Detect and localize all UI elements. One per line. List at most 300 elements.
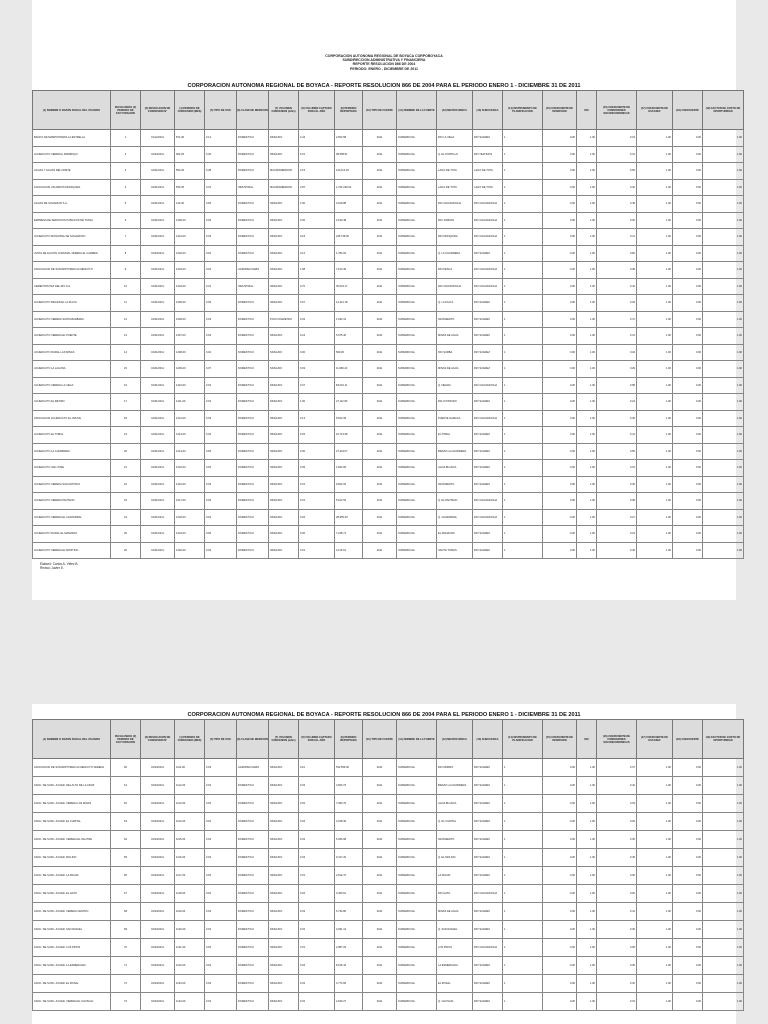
table-cell-tipo: DOMESTICO [237,146,269,163]
table-cell-vol: 0.02 [205,885,237,903]
table-cell-mo: 0.30 [597,867,637,885]
table-row [33,476,744,493]
table-cell-fco: 1.00 [703,394,744,411]
table-cell-cap: 6.31 [299,146,335,163]
table-cell-sub: 1 [503,493,543,510]
table-cell-nom: Q. EL MOLINO [437,849,473,867]
column-header: (11) NOMBRE DE LA FUENTE [397,91,437,130]
table-cell-anio: 27,444.07 [335,443,363,460]
table-cell-fuente: SUPERFICIAL [397,229,437,246]
table-cell-sub: 1 [503,410,543,427]
table-cell-anio: 27,112.83 [335,394,363,411]
table-cell-name: ASOC. DE SUSC. ACUED. EL CURITAL [33,813,111,831]
table-cell-fuente: SUPERFICIAL [397,526,437,543]
table-cell-fuente: SUPERFICIAL [397,993,437,1011]
table-cell-ccs: 1.00 [637,509,673,526]
table-cell-mo: 0.33 [597,795,637,813]
table-cell-name: ACUEDUCTO RURAL LAS MINAS [33,344,111,361]
table-row [33,903,744,921]
table-cell-res: 1122-00 [175,957,205,975]
table-cell-micro: LAGO DE TOTA [473,163,503,180]
table-cell-anio: 5,813.39 [335,410,363,427]
table-cell-coef: 1.00 [577,542,597,559]
table-cell-nom: Q. LA PLAYA [437,295,473,312]
table-cell-fecha: 01/01/2011 [141,493,175,510]
table-cell-nom: NACIMIENTO [437,311,473,328]
table-cell-tipo: DOMESTICO [237,196,269,213]
table-cell-name: ACUEDUCTO VEREDA PANTANO [33,493,111,510]
table-cell-name: ACUEDUCTO VEREDA EL MORTINO [33,542,111,559]
table-cell-mo: 0.29 [597,361,637,378]
report-header [32,54,736,71]
table-cell-name: ACUEDUCTO VEREDAL RAMIRIQUI [33,146,111,163]
table-cell-name: ASOC. DE SUSC. ACUED. VEREDA LAS MINAS [33,795,111,813]
table-cell-name: ACUEDUCTO LA LAGUNA [33,361,111,378]
table-cell-anio: 11,983.23 [335,361,363,378]
table-cell-sub: 1 [503,759,543,777]
table-cell-nom: RIO JORDAN [437,212,473,229]
table-cell-tipo: AGROPECUARIO [237,262,269,279]
table-cell-nom: Q. NEGRA [437,377,473,394]
table-cell-esc: 0.00 [673,427,703,444]
table-cell-per: 2011 [363,813,397,831]
table-row [33,849,744,867]
table-cell-n: 4 [111,179,141,196]
column-header: MO [577,91,597,130]
table-cell-coef: 1.00 [577,179,597,196]
table-cell-clase: NINGUNO [269,427,299,444]
column-header: (16) COEFICIENTE DE CONDICIONES SOCIOECONOMICAS [597,720,637,759]
table-cell-fco: 1.00 [703,939,744,957]
table-cell-res: 1218-00 [175,509,205,526]
table-cell-esc: 0.00 [673,813,703,831]
column-header: (10) TIPO DE FUENTE [363,720,397,759]
table-cell-mo: 0.38 [597,262,637,279]
table-cell-per: 2011 [363,957,397,975]
table-cell-res: 1213-00 [175,427,205,444]
table-cell-nom: BRAZO LA CHORRERA [437,777,473,795]
table-cell-micro: RIO SUAREZ [473,777,503,795]
table-cell-sub: 1 [503,130,543,147]
table-cell-coef: 1.00 [577,526,597,543]
table-cell-clase: NINGUNO [269,196,299,213]
table-cell-nom: Q. EL PANTANO [437,493,473,510]
table-cell-fco: 1.00 [703,196,744,213]
table-cell-fecha: 01/01/2011 [141,344,175,361]
table-row [33,229,744,246]
table-cell-sub: 1 [503,196,543,213]
table-cell-coef: 1.00 [577,295,597,312]
footer-line: Revisó: Javier E. [40,566,64,570]
footer-line: Elaboró: Carlos A. Vélez B. [40,562,79,566]
table-cell-anio: 2,193.48 [335,212,363,229]
table-row [33,509,744,526]
table-cell-coef: 1.00 [577,509,597,526]
column-header: (9) PERIODO REPORTADO [335,720,363,759]
table-cell-cap: 0.03 [299,903,335,921]
table-cell-res: 1211-00 [175,394,205,411]
table-row [33,831,744,849]
table-row [33,493,744,510]
table-cell-fco: 1.00 [703,163,744,180]
table-cell-anio: 38,558.51 [335,146,363,163]
table-cell-ins: 0.00 [543,493,577,510]
table-cell-mo: 0.58 [597,377,637,394]
table-cell-cap: 0.02 [299,831,335,849]
table-row [33,179,744,196]
table-cell-vol: 0.02 [205,975,237,993]
table-cell-anio: 533,559.00 [335,759,363,777]
table-cell-n: 17 [111,394,141,411]
table-cell-micro: RIO SUAREZ [473,831,503,849]
table-cell-mo: 0.23 [597,526,637,543]
table-row [33,939,744,957]
table-cell-tipo: DOMESTICO [237,831,269,849]
table-cell-fco: 1.00 [703,130,744,147]
table-cell-vol: 0.02 [205,795,237,813]
column-header: (6) CLASE DE MEDICION [237,91,269,130]
table-cell-fuente: SUPERFICIAL [397,903,437,921]
table-cell-name: AGUAS DE SUGAMUXI S.A. [33,196,111,213]
table-cell-clase: NINGUNO [269,361,299,378]
table-cell-esc: 0.00 [673,759,703,777]
table-cell-per: 2011 [363,328,397,345]
table-cell-name: ASOC. DE SUSC. ACUED. LA ESMERALDA [33,957,111,975]
table-cell-fco: 1.00 [703,759,744,777]
table-cell-tipo: DOMESTICO [237,311,269,328]
table-cell-fco: 1.00 [703,179,744,196]
table-cell-fco: 1.00 [703,903,744,921]
table-cell-micro: RIO SUAREZ [473,427,503,444]
table-cell-name: ACUEDUCTO VEREDA EL PUENTE [33,328,111,345]
table-cell-anio: 3,774.65 [335,975,363,993]
table-cell-sub: 1 [503,777,543,795]
table-cell-n: 71 [111,957,141,975]
table-cell-cap: 0.02 [299,921,335,939]
table-cell-per: 2011 [363,179,397,196]
table-cell-esc: 0.00 [673,957,703,975]
table-cell-anio: 6,734.80 [335,903,363,921]
table-cell-ccs: 1.00 [637,867,673,885]
table-cell-cap: 0.02 [299,993,335,1011]
table-cell-vol: 0.02 [205,212,237,229]
table-cell-ccs: 1.00 [637,394,673,411]
table-cell-nom: MINAS DE AGUA [437,328,473,345]
table-cell-cap: 0.05 [299,460,335,477]
table-cell-mo: 0.44 [597,278,637,295]
table-cell-per: 2011 [363,849,397,867]
table-row [33,975,744,993]
table-cell-micro: RIO SUAREZ [473,245,503,262]
table-cell-ccs: 1.00 [637,278,673,295]
table-cell-name: ACUEDUCTO VEREDA SAN ANTONIO [33,476,111,493]
table-cell-n: 26 [111,542,141,559]
table-cell-fco: 1.00 [703,410,744,427]
table-cell-coef: 1.00 [577,427,597,444]
table-cell-per: 2011 [363,795,397,813]
table-cell-esc: 0.00 [673,229,703,246]
table-cell-sub: 1 [503,295,543,312]
table-cell-ccs: 1.00 [637,939,673,957]
table-cell-fuente: SUPERFICIAL [397,163,437,180]
table-cell-vol: 0.02 [205,328,237,345]
table-cell-fco: 1.00 [703,311,744,328]
table-cell-ins: 0.00 [543,130,577,147]
table-cell-micro: RIO CHICAMOCHA [473,410,503,427]
table-cell-nom: BRAZO LA CHORRERA [437,443,473,460]
table-cell-clase: NINGUNO [269,813,299,831]
table-cell-cap: 2.87 [299,179,335,196]
table-cell-per: 2011 [363,777,397,795]
table-cell-coef: 1.00 [577,885,597,903]
table-cell-esc: 0.00 [673,130,703,147]
table-cell-anio: 9,417.20 [335,849,363,867]
table-cell-fecha: 01/04/2011 [141,831,175,849]
table-cell-fuente: SUPERFICIAL [397,361,437,378]
table-cell-fecha: 01/01/2011 [141,196,175,213]
table-cell-mo: 0.31 [597,146,637,163]
table-cell-esc: 0.00 [673,476,703,493]
table-cell-fuente: SUPERFICIAL [397,813,437,831]
table-cell-per: 2011 [363,903,397,921]
table-cell-ins: 0.00 [543,377,577,394]
table-cell-fecha: 01/01/2011 [141,394,175,411]
table-cell-fuente: SUPERFICIAL [397,377,437,394]
table-cell-cap: 0.13 [299,410,335,427]
table-cell-n: 8 [111,245,141,262]
table-cell-esc: 0.00 [673,443,703,460]
report-title: CORPORACION AUTONOMA REGIONAL DE BOYACA - REPORTE RESOLUCION 866 DE 2004 PARA EL PERIODO ENERO 1 - DICIEMBRE 31 DE 2011 [187,712,581,718]
table-cell-n: 60 [111,759,141,777]
table-row [33,542,744,559]
table-cell-esc: 0.00 [673,311,703,328]
table-row [33,813,744,831]
table-cell-tipo: DOMESTICO [237,476,269,493]
table-cell-fecha: 01/04/2011 [141,957,175,975]
column-header: (13) SUBCUENCA [473,91,503,130]
table-cell-fuente: SUPERFICIAL [397,394,437,411]
table-cell-anio: 245,738.00 [335,229,363,246]
table-cell-clase: NINGUNO [269,344,299,361]
table-cell-res: 1203-00 [175,262,205,279]
column-header: FECHA INICIO (2) PERIODO DE FACTURACION [111,91,141,130]
table-cell-micro: RIO SUAREZ [473,903,503,921]
table-cell-fecha: 01/04/2011 [141,939,175,957]
table-cell-tipo: DOMESTICO [237,229,269,246]
table-cell-n: 15 [111,361,141,378]
table-cell-tipo: DOMESTICO [237,410,269,427]
table-cell-name: ASOC. DE SUSC. ACUED. SAN RAFAEL [33,921,111,939]
table-cell-res: 1121-00 [175,939,205,957]
table-cell-per: 2011 [363,410,397,427]
table-cell-ccs: 1.00 [637,443,673,460]
table-cell-n: 70 [111,939,141,957]
table-cell-ccs: 1.00 [637,410,673,427]
table-cell-res: 212-00 [175,196,205,213]
table-cell-n: 24 [111,509,141,526]
table-cell-esc: 0.00 [673,831,703,849]
table-row [33,957,744,975]
table-cell-sub: 1 [503,394,543,411]
table-row [33,759,744,777]
table-cell-n: 13 [111,328,141,345]
table-cell-mo: 0.47 [597,311,637,328]
table-cell-clase: NINGUNO [269,394,299,411]
table-cell-vol: 0.04 [205,262,237,279]
table-cell-sub: 1 [503,278,543,295]
table-cell-sub: 1 [503,311,543,328]
table-cell-anio: 3,409.51 [335,885,363,903]
table-cell-esc: 0.00 [673,278,703,295]
table-cell-sub: 1 [503,443,543,460]
table-cell-n: 7 [111,229,141,246]
table-cell-cap: 0.01 [299,493,335,510]
table-cell-per: 2011 [363,476,397,493]
table-cell-ins: 0.00 [543,849,577,867]
table-cell-fco: 1.00 [703,509,744,526]
table-cell-fecha: 01/04/2011 [141,795,175,813]
column-header: (10) TIPO DE FUENTE [363,91,397,130]
table-cell-res: 1214-00 [175,443,205,460]
table-cell-res: 871-00 [175,130,205,147]
table-cell-res: 1206-00 [175,311,205,328]
table-cell-mo: 0.36 [597,921,637,939]
table-cell-tipo: DOMESTICO [237,394,269,411]
table-cell-vol: 0.04 [205,394,237,411]
table-cell-n: 66 [111,867,141,885]
table-cell-micro: RIO SUAREZ [473,476,503,493]
table-cell-tipo: DOMESTICO [237,813,269,831]
report-page-1 [32,0,742,600]
table-cell-n: 10 [111,278,141,295]
table-cell-mo: 0.32 [597,975,637,993]
table-cell-per: 2011 [363,278,397,295]
table-cell-ins: 0.00 [543,245,577,262]
table-cell-ins: 0.00 [543,885,577,903]
table-cell-sub: 1 [503,831,543,849]
table-cell-cap: 0.03 [299,957,335,975]
table-cell-ins: 0.00 [543,361,577,378]
table-cell-nom: LAGO DE TOTA [437,179,473,196]
table-cell-cap: 0.02 [299,427,335,444]
table-cell-sub: 1 [503,939,543,957]
table-cell-fuente: SUPERFICIAL [397,975,437,993]
table-cell-sub: 1 [503,212,543,229]
table-cell-mo: 0.42 [597,777,637,795]
table-cell-fuente: SUPERFICIAL [397,493,437,510]
table-cell-esc: 0.00 [673,410,703,427]
table-row [33,394,744,411]
table-cell-coef: 1.00 [577,777,597,795]
table-cell-ccs: 1.00 [637,831,673,849]
table-row [33,443,744,460]
column-header: (18) COEFICIENTE [673,720,703,759]
table-cell-vol: 0.02 [205,427,237,444]
table-cell-name: ACUEDUCTO EL TOBAL [33,427,111,444]
table-cell-vol: 0.38 [205,163,237,180]
table-cell-esc: 0.00 [673,196,703,213]
table-cell-fecha: 01/01/2011 [141,229,175,246]
table-cell-fco: 1.00 [703,427,744,444]
table-cell-ins: 0.00 [543,410,577,427]
table-cell-ins: 0.00 [543,278,577,295]
table-cell-clase: NINGUNO [269,867,299,885]
table-cell-micro: RIO SUAREZ [473,957,503,975]
table-cell-cap: 0.24 [299,328,335,345]
table-cell-name: ACUEDUCTO VEREDA EL CHAPARRAL [33,509,111,526]
table-cell-n: 62 [111,795,141,813]
table-cell-per: 2011 [363,993,397,1011]
table-cell-n: 21 [111,460,141,477]
table-cell-fecha: 01/04/2011 [141,867,175,885]
table-cell-fuente: SUPERFICIAL [397,443,437,460]
column-header: (3) RESOLUCION DE CONCESION N° [141,720,175,759]
table-cell-fco: 1.00 [703,795,744,813]
table-cell-vol: 0.02 [205,344,237,361]
table-cell-ccs: 1.00 [637,361,673,378]
table-row [33,146,744,163]
table-cell-res: 1215-00 [175,460,205,477]
table-cell-esc: 0.00 [673,993,703,1011]
table-cell-fecha: 01/04/2011 [141,885,175,903]
table-cell-nom: LAGO DE TOTA [437,163,473,180]
column-header: (3) RESOLUCION DE CONCESION N° [141,91,175,130]
table-cell-clase: POCO DIAMETRO [269,311,299,328]
table-cell-mo: 0.41 [597,903,637,921]
table-cell-vol: 0.03 [205,957,237,975]
table-cell-fecha: 01/01/2011 [141,295,175,312]
table-cell-nom: Q. EL PORTILLO [437,146,473,163]
report-footer [40,562,78,570]
table-cell-fco: 1.00 [703,245,744,262]
table-cell-micro: RIO SUAREZ [473,849,503,867]
table-row [33,344,744,361]
table-cell-n: 3 [111,163,141,180]
table-cell-tipo: DOMESTICO [237,460,269,477]
table-cell-nom: RIO MORRO [437,759,473,777]
column-header: (12) MICROCUENCA [437,720,473,759]
column-header: (9) PERIODO REPORTADO [335,91,363,130]
table-row [33,311,744,328]
table-cell-per: 2011 [363,394,397,411]
table-cell-name: BANCO DE MAMPOSTERIA LA ESTRELLA [33,130,111,147]
table-cell-clase: NINGUNO [269,146,299,163]
column-header: (15) COEFICIENTE DE INVERSION [543,91,577,130]
table-cell-vol: 0.02 [205,813,237,831]
table-cell-fecha: 01/12/2011 [141,130,175,147]
table-cell-sub: 1 [503,262,543,279]
table-cell-vol: 0.20 [205,146,237,163]
table-cell-coef: 1.00 [577,245,597,262]
table-cell-mo: 0.45 [597,849,637,867]
table-cell-vol: 0.02 [205,460,237,477]
table-cell-clase: NINGUNO [269,885,299,903]
table-cell-sub: 1 [503,903,543,921]
table-cell-clase: NINGUNO [269,831,299,849]
column-header: (4) PERIODO DE CONCESION (MES) [175,91,205,130]
table-cell-per: 2011 [363,759,397,777]
table-cell-sub: 1 [503,377,543,394]
table-cell-cap: 0.00 [299,344,335,361]
table-cell-cap: 0.02 [299,975,335,993]
table-cell-fuente: SUPERFICIAL [397,867,437,885]
table-cell-nom: MINAS DE AGUA [437,903,473,921]
table-cell-coef: 1.00 [577,849,597,867]
table-cell-anio: 5,066.98 [335,831,363,849]
table-row [33,885,744,903]
table-cell-fecha: 01/01/2011 [141,163,175,180]
table-cell-micro: RIO SUAREZ [473,344,503,361]
